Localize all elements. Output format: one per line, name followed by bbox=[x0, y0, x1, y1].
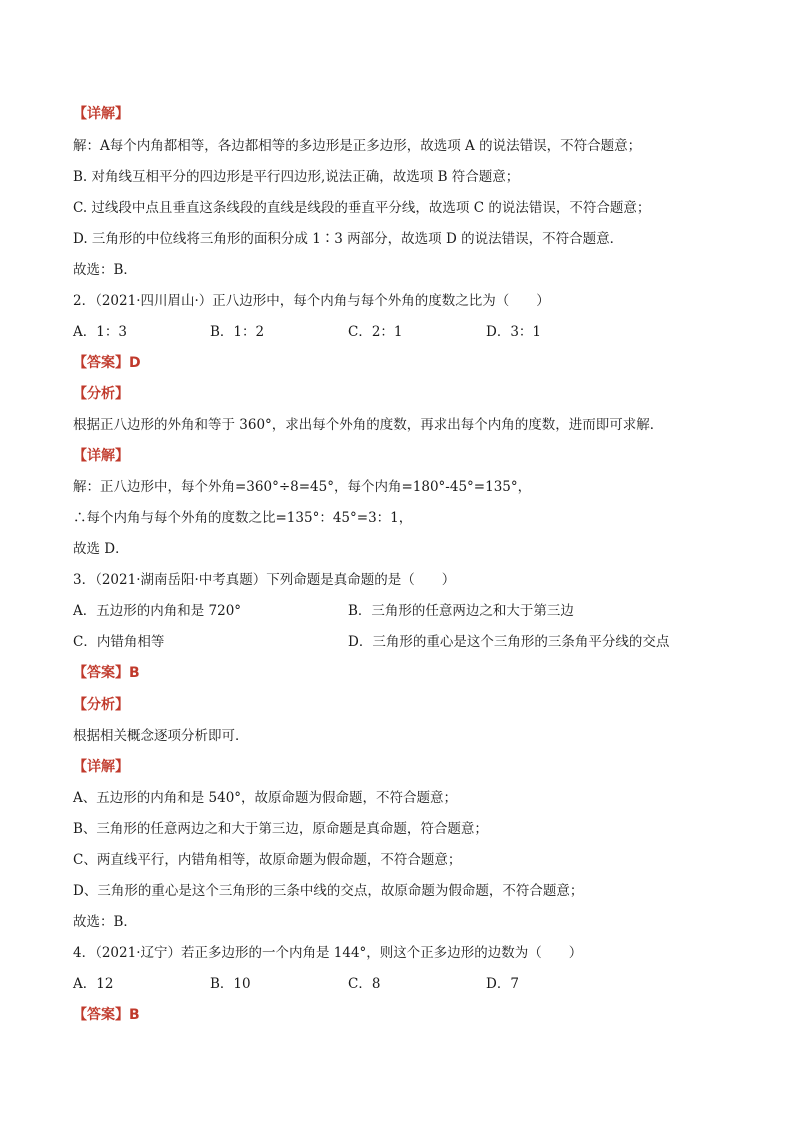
detail-heading: 【详解】 bbox=[73, 106, 129, 122]
detail-line-d: D. 三角形的中位线将三角形的面积分成 1∶3 两部分，故选项 D 的说法错误，不符合题意． bbox=[73, 231, 624, 247]
question-4-stem: 4．（2021·辽宁）若正多边形的一个内角是 144°，则这个正多边形的边数为（ ） bbox=[73, 945, 583, 961]
q3-analysis-heading: 【分析】 bbox=[73, 697, 129, 713]
q2-option-b: B．1：2 bbox=[210, 324, 265, 340]
q2-option-c: C．2：1 bbox=[348, 324, 403, 340]
q2-analysis: 根据正八边形的外角和等于 360°，求出每个外角的度数，再求出每个内角的度数，进而即可求解． bbox=[73, 417, 664, 433]
q2-option-d: D．3：1 bbox=[486, 324, 542, 340]
q3-answer bbox=[73, 663, 733, 683]
q3-detail-a: A、五边形的内角和是 540°，故原命题为假命题，不符合题意； bbox=[73, 790, 458, 806]
q4-option-a: A．12 bbox=[73, 976, 114, 992]
q3-detail-d: D、三角形的重心是这个三角形的三条中线的交点，故原命题为假命题，不符合题意； bbox=[73, 883, 584, 899]
q3-detail-b: B、三角形的任意两边之和大于第三边，原命题是真命题，符合题意； bbox=[73, 821, 488, 837]
q3-option-d: D．三角形的重心是这个三角形的三条角平分线的交点 bbox=[348, 634, 670, 650]
q2-conclusion: 故选 D． bbox=[73, 541, 129, 557]
q4-answer-text: 【答案】B bbox=[73, 1007, 140, 1023]
q2-answer-text: 【答案】D bbox=[73, 355, 141, 371]
question-3-stem: 3．（2021·湖南岳阳·中考真题）下列命题是真命题的是（ ） bbox=[73, 572, 456, 588]
detail-line-a: 解：A每个内角都相等，各边都相等的多边形是正多边形，故选项 A 的说法错误，不符合题意； bbox=[73, 138, 642, 154]
q3-option-a: A．五边形的内角和是 720° bbox=[73, 603, 242, 619]
detail-line-b: B. 对角线互相平分的四边形是平行四边形,说法正确，故选项 B 符合题意； bbox=[73, 169, 520, 185]
q2-analysis-heading: 【分析】 bbox=[73, 386, 129, 402]
q2-answer bbox=[73, 353, 733, 373]
q4-option-c: C．8 bbox=[348, 976, 381, 992]
q2-detail-1: 解：正八边形中，每个外角=360°÷8=45°，每个内角=180°-45°=135°， bbox=[73, 479, 532, 495]
q3-detail-heading: 【详解】 bbox=[73, 759, 129, 775]
q4-option-b: B．10 bbox=[210, 976, 251, 992]
q2-detail-heading: 【详解】 bbox=[73, 448, 129, 464]
q3-option-c: C．内错角相等 bbox=[73, 634, 165, 650]
conclusion: 故选：B． bbox=[73, 262, 137, 278]
question-2-stem: 2．（2021·四川眉山·）正八边形中，每个内角与每个外角的度数之比为（ ） bbox=[73, 293, 550, 309]
q2-option-a: A．1：3 bbox=[73, 324, 127, 340]
q3-analysis: 根据相关概念逐项分析即可． bbox=[73, 728, 249, 744]
q4-option-d: D．7 bbox=[486, 976, 519, 992]
q3-detail-c: C、两直线平行，内错角相等，故原命题为假命题，不符合题意； bbox=[73, 852, 462, 868]
detail-line-c: C. 过线段中点且垂直这条线段的直线是线段的垂直平分线，故选项 C 的说法错误，不符合题意； bbox=[73, 200, 651, 216]
q3-conclusion: 故选：B． bbox=[73, 914, 137, 930]
q3-option-b: B．三角形的任意两边之和大于第三边 bbox=[348, 603, 574, 619]
q4-answer bbox=[73, 1005, 733, 1025]
q3-answer-text: 【答案】B bbox=[73, 665, 140, 681]
q2-detail-2: ∴每个内角与每个外角的度数之比=135°：45°=3：1， bbox=[73, 510, 413, 526]
